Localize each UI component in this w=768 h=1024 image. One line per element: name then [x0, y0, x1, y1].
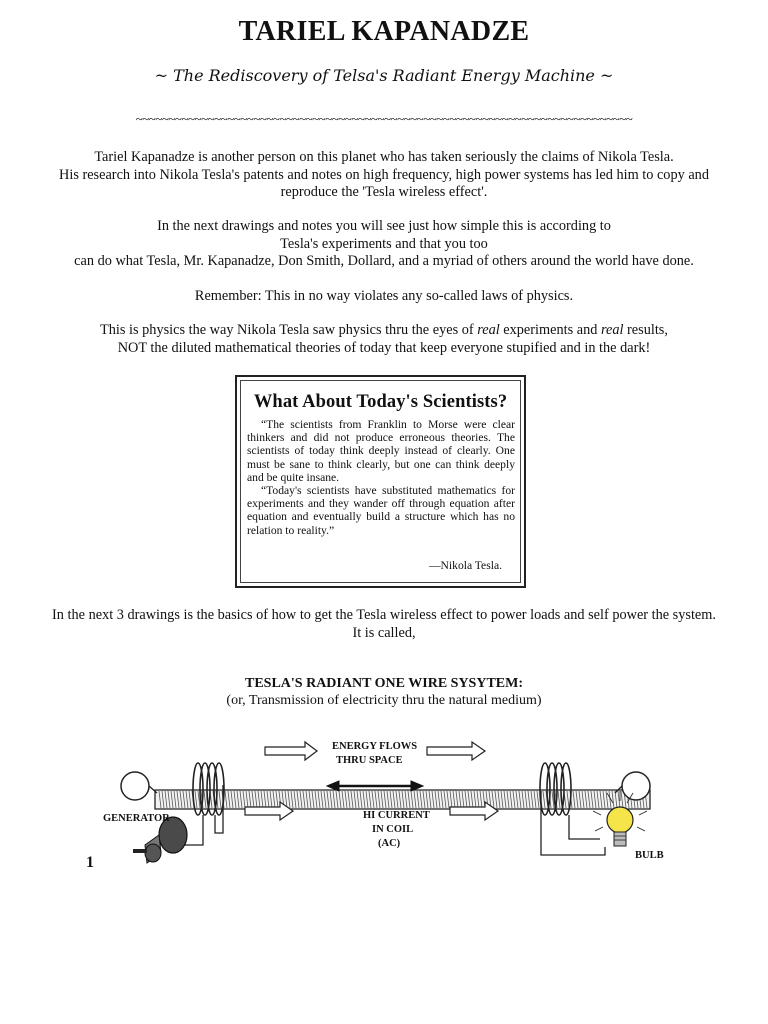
right-arrow-icon: [427, 742, 485, 760]
energy-flows-label: ENERGY FLOWS: [332, 741, 418, 752]
physics-line-2: NOT the diluted mathematical theories of today that keep everyone stupified and in the dark!: [117, 339, 651, 356]
quote-signature: —Nikola Tesla.: [428, 559, 502, 572]
bulb-lead-2: [569, 815, 600, 839]
section-subtitle: (or, Transmission of electricity thru the natural medium): [226, 693, 542, 708]
section-title: TESLA'S RADIANT ONE WIRE SYSYTEM:: [245, 676, 523, 691]
bulb-label: BULB: [635, 850, 664, 861]
emphasis-real: real: [477, 322, 500, 338]
next-three-line: In the next 3 drawings is the basics of how to get the Tesla wireless effect to power loads and self power the system.: [52, 607, 716, 623]
intro-line: Tariel Kapanadze is another person on this planet who has taken seriously the claims of Nikola Tesla.: [94, 149, 674, 165]
tilde-divider: ~~~~~~~~~~~~~~~~~~~~~~~~~~~~~~~~~~~~~~~~~~~~~~~~~~~~~~~~~~~~~~~~~~~~~~~~~~~~: [135, 111, 633, 126]
physics-paragraph: [20, 322, 748, 357]
drawings-note-line: can do what Tesla, Mr. Kapanadze, Don Smith, Dollard, and a myriad of others around the world have done.: [74, 253, 694, 269]
physics-text: results,: [623, 322, 668, 338]
right-arrow-icon: [265, 742, 317, 760]
page-number: 1: [86, 854, 94, 871]
next-three-paragraph: [20, 607, 748, 642]
document-subtitle: ~ The Rediscovery of Telsa's Radiant Energy Machine ~: [154, 66, 614, 85]
diagram-svg: [95, 735, 675, 865]
ac-label: (AC): [378, 838, 401, 849]
physics-text: This is physics the way Nikola Tesla saw physics thru the eyes of: [100, 322, 478, 338]
in-coil-label: IN COIL: [372, 824, 414, 835]
physics-text: experiments and: [499, 322, 601, 338]
quote-body: [247, 418, 515, 537]
hi-current-label: HI CURRENT: [363, 810, 430, 821]
physics-line-1: [20, 322, 748, 340]
drawings-note-line: In the next drawings and notes you will see just how simple this is according to: [157, 218, 611, 234]
remember-paragraph: [20, 288, 748, 306]
left-terminal-sphere: [121, 772, 149, 800]
quote-paragraph: “The scientists from Franklin to Morse were clear thinkers and did not produce erroneous theories. The scientists of today think deeply instead of clearly. One must be sane to think clearly, but one can think deeply and be quite insane.: [247, 418, 515, 484]
document-title: TARIEL KAPANADZE: [238, 16, 530, 47]
thru-space-label: THRU SPACE: [336, 755, 403, 766]
right-terminal-sphere: [622, 772, 650, 800]
drawings-note-line: Tesla's experiments and that you too: [280, 235, 488, 252]
drawings-note-paragraph: [20, 218, 748, 271]
generator-label: GENERATOR: [103, 813, 170, 824]
tesla-quote-clipping: [235, 375, 526, 588]
next-three-line: It is called,: [352, 624, 416, 641]
intro-paragraph: [20, 149, 748, 202]
one-wire-system-diagram: [95, 735, 675, 865]
remember-line: Remember: This in no way violates any so-called laws of physics.: [194, 288, 574, 304]
emphasis-real: real: [600, 322, 624, 338]
quote-heading: What About Today's Scientists?: [253, 392, 508, 412]
quote-paragraph: “Today's scientists have substituted mathematics for experiments and they wander off through equation after equation and eventually build a structure which has no relation to reality.”: [247, 484, 515, 537]
intro-line: His research into Nikola Tesla's patents and notes on high frequency, high power systems has led him to copy and: [59, 166, 709, 183]
intro-line: reproduce the 'Tesla wireless effect'.: [280, 184, 488, 200]
